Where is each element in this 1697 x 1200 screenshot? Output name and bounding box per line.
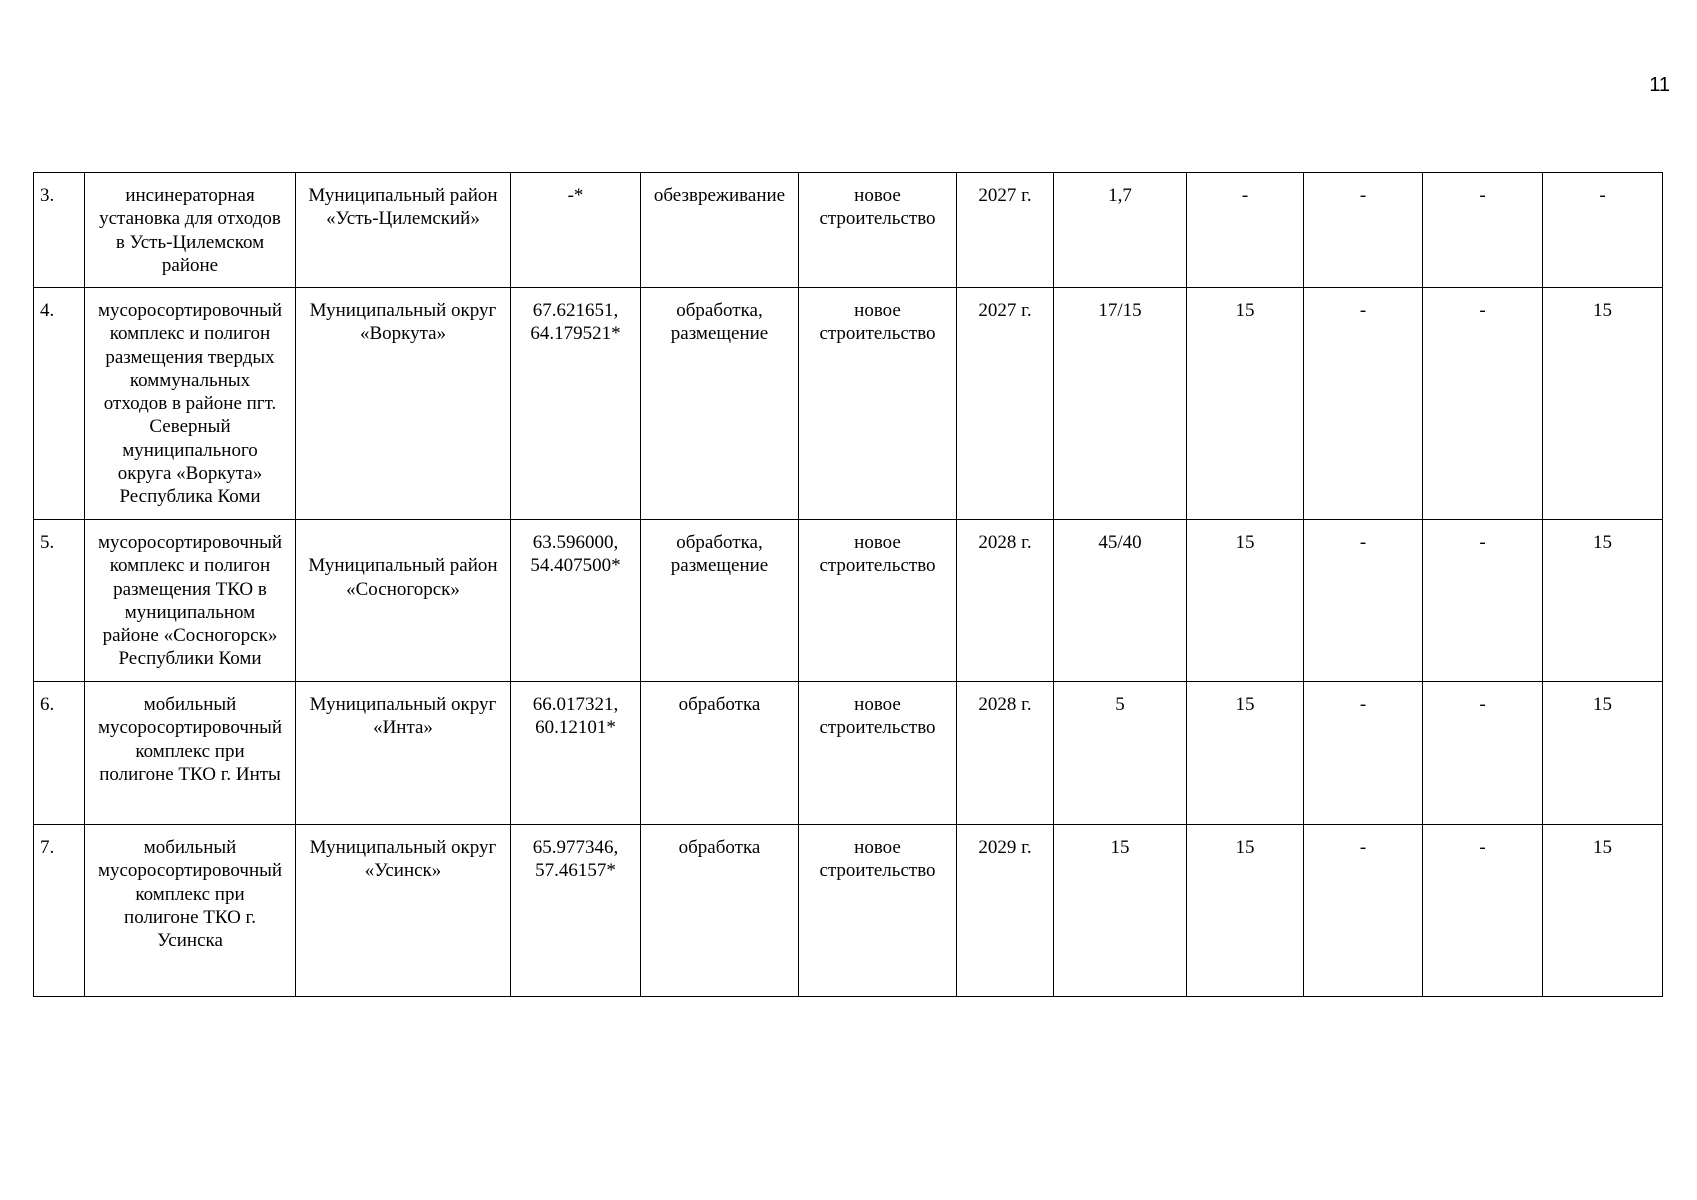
activity-type-line: размещение — [670, 323, 769, 345]
cell-construction-type — [799, 682, 957, 825]
table-row — [34, 173, 1663, 288]
cell-facility-name — [85, 173, 296, 288]
cell-value-4: 15 — [1543, 825, 1663, 997]
construction-type-line: строительство — [819, 555, 936, 577]
cell-facility-name — [85, 825, 296, 997]
municipality-line: Муниципальный район — [308, 185, 498, 206]
cell-activity-type — [641, 825, 799, 997]
cell-municipality — [296, 682, 511, 825]
cell-coordinates — [511, 288, 641, 520]
cell-commission-year: 2028 г. — [957, 520, 1054, 682]
facility-name-line: мусоросортировочный — [97, 717, 283, 739]
cell-construction-type — [799, 173, 957, 288]
cell-value-1: 15 — [1187, 288, 1304, 520]
construction-type-line: новое — [854, 694, 901, 715]
cell-value-2: - — [1304, 825, 1423, 997]
coordinates-line: 57.46157* — [535, 860, 616, 882]
table-row — [34, 520, 1663, 682]
cell-activity-type — [641, 173, 799, 288]
facility-name-line: Республики Коми — [118, 648, 262, 670]
facility-name-line: мобильный — [143, 694, 237, 715]
coordinates-line: 65.977346, — [532, 837, 619, 858]
facility-name-line: Республика Коми — [119, 486, 261, 508]
cell-activity-type — [641, 288, 799, 520]
cell-capacity: 5 — [1054, 682, 1187, 825]
construction-type-line: новое — [854, 185, 901, 206]
construction-type-line: строительство — [819, 323, 936, 345]
cell-value-4: - — [1543, 173, 1663, 288]
cell-capacity: 45/40 — [1054, 520, 1187, 682]
cell-coordinates — [511, 520, 641, 682]
facility-name-line: полигоне ТКО г. Инты — [99, 763, 281, 785]
cell-construction-type — [799, 825, 957, 997]
cell-municipality — [296, 173, 511, 288]
activity-type-line: обработка, — [676, 532, 763, 553]
municipality-line: «Усть-Цилемский» — [326, 208, 480, 230]
cell-commission-year: 2028 г. — [957, 682, 1054, 825]
cell-capacity: 1,7 — [1054, 173, 1187, 288]
cell-value-2: - — [1304, 682, 1423, 825]
activity-type-line: обработка — [678, 694, 761, 715]
table-row — [34, 825, 1663, 997]
activity-type-line: обработка, — [676, 300, 763, 321]
coordinates-line: 64.179521* — [530, 323, 621, 345]
cell-municipality — [296, 288, 511, 520]
table-row — [34, 682, 1663, 825]
facility-name-line: мобильный — [143, 837, 237, 858]
cell-value-1: 15 — [1187, 520, 1304, 682]
cell-activity-type — [641, 682, 799, 825]
cell-value-1: 15 — [1187, 825, 1304, 997]
coordinates-line: 54.407500* — [530, 555, 621, 577]
construction-type-line: новое — [854, 532, 901, 553]
cell-value-1: - — [1187, 173, 1304, 288]
cell-value-4: 15 — [1543, 520, 1663, 682]
facility-name-line: мусоросортировочный — [97, 300, 283, 321]
cell-commission-year: 2027 г. — [957, 173, 1054, 288]
page-number: 11 — [1649, 74, 1670, 96]
coordinates-line: 67.621651, — [532, 300, 619, 321]
facility-name-line: размещения ТКО в — [113, 578, 267, 600]
municipality-line: «Инта» — [373, 717, 433, 739]
municipality-line: Муниципальный округ — [309, 694, 497, 715]
facility-name-line: коммунальных — [129, 369, 251, 391]
facility-name-line: отходов в районе пгт. — [103, 393, 277, 415]
construction-type-line: строительство — [819, 860, 936, 882]
municipality-line: «Усинск» — [364, 860, 442, 882]
cell-value-3: - — [1423, 682, 1543, 825]
cell-value-1: 15 — [1187, 682, 1304, 825]
cell-row-number: 3. — [34, 173, 85, 288]
cell-value-2: - — [1304, 173, 1423, 288]
municipality-line: Муниципальный округ — [309, 300, 497, 321]
activity-type-line: обезвреживание — [653, 185, 786, 206]
facility-name-line: комплекс и полигон — [109, 323, 271, 345]
construction-type-line: строительство — [819, 208, 936, 230]
facilities-table — [33, 172, 1663, 997]
activity-type-line: размещение — [670, 555, 769, 577]
construction-type-line: строительство — [819, 717, 936, 739]
cell-municipality — [296, 825, 511, 997]
municipality-line: Муниципальный округ — [309, 837, 497, 858]
cell-municipality — [296, 520, 511, 682]
facility-name-line: муниципального — [122, 439, 258, 461]
facility-name-line: инсинераторная — [125, 185, 255, 206]
coordinates-line: 63.596000, — [532, 532, 619, 553]
cell-commission-year: 2029 г. — [957, 825, 1054, 997]
construction-type-line: новое — [854, 300, 901, 321]
facility-name-line: Северный — [149, 416, 231, 438]
facility-name-line: установка для отходов — [99, 208, 281, 230]
cell-commission-year: 2027 г. — [957, 288, 1054, 520]
cell-construction-type — [799, 288, 957, 520]
cell-value-2: - — [1304, 520, 1423, 682]
coordinates-line: 60.12101* — [535, 717, 616, 739]
cell-facility-name — [85, 682, 296, 825]
cell-coordinates — [511, 682, 641, 825]
facility-name-line: комплекс при — [135, 883, 245, 905]
facility-name-line: комплекс при — [135, 740, 245, 762]
cell-coordinates — [511, 173, 641, 288]
facility-name-line: мусоросортировочный — [97, 860, 283, 882]
municipality-line: Муниципальный район — [308, 555, 498, 577]
cell-facility-name — [85, 288, 296, 520]
municipality-line — [300, 531, 506, 554]
cell-value-2: - — [1304, 288, 1423, 520]
cell-row-number: 5. — [34, 520, 85, 682]
facility-name-line: Усинска — [157, 930, 223, 952]
coordinates-line: 66.017321, — [532, 694, 619, 715]
facility-name-line: округа «Воркута» — [117, 463, 263, 485]
facility-name-line: мусоросортировочный — [97, 532, 283, 553]
cell-construction-type — [799, 520, 957, 682]
municipality-line: «Сосногорск» — [346, 578, 460, 600]
cell-value-4: 15 — [1543, 288, 1663, 520]
cell-row-number: 4. — [34, 288, 85, 520]
cell-value-3: - — [1423, 520, 1543, 682]
cell-value-3: - — [1423, 173, 1543, 288]
cell-value-4: 15 — [1543, 682, 1663, 825]
facility-name-line: районе — [161, 254, 219, 276]
coordinates-line: -* — [567, 185, 584, 206]
facility-name-line: в Усть-Цилемском — [115, 231, 265, 253]
table-row — [34, 288, 1663, 520]
cell-row-number: 7. — [34, 825, 85, 997]
facility-name-line: районе «Сосногорск» — [102, 625, 278, 647]
municipality-line: «Воркута» — [359, 323, 447, 345]
cell-row-number: 6. — [34, 682, 85, 825]
facility-name-line: полигоне ТКО г. — [124, 906, 256, 928]
cell-activity-type — [641, 520, 799, 682]
cell-coordinates — [511, 825, 641, 997]
cell-capacity: 15 — [1054, 825, 1187, 997]
construction-type-line: новое — [854, 837, 901, 858]
cell-facility-name — [85, 520, 296, 682]
facility-name-line: комплекс и полигон — [109, 555, 271, 577]
cell-value-3: - — [1423, 825, 1543, 997]
facility-name-line: размещения твердых — [105, 346, 275, 368]
facility-name-line: муниципальном — [124, 601, 256, 623]
cell-value-3: - — [1423, 288, 1543, 520]
activity-type-line: обработка — [678, 837, 761, 858]
cell-capacity: 17/15 — [1054, 288, 1187, 520]
